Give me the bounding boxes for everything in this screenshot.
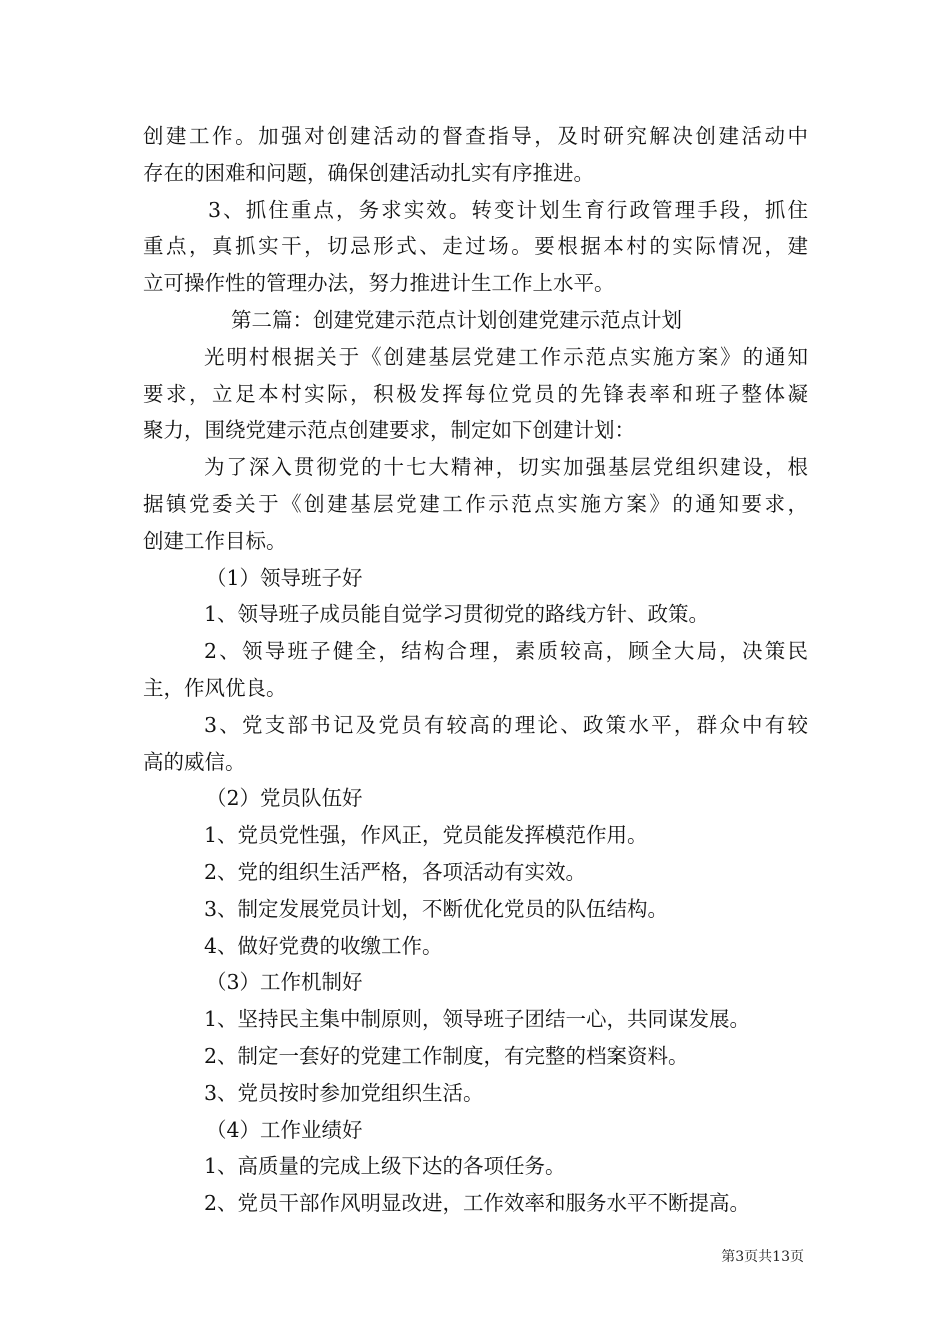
- text-line: 4、做好党费的收缴工作。: [204, 933, 443, 958]
- text-line: 聚力，围绕党建示范点创建要求，制定如下创建计划：: [143, 418, 635, 443]
- page-number: 第3页共13页: [721, 1249, 804, 1265]
- text-line: 1、党员党性强，作风正，党员能发挥模范作用。: [204, 823, 648, 848]
- text-line: 光明村根据关于《创建基层党建工作示范点实施方案》的通知: [204, 344, 808, 369]
- section-title: 第二篇：创建党建示范点计划创建党建示范点计划: [231, 307, 682, 332]
- text-line: 重点，真抓实干，切忌形式、走过场。要根据本村的实际情况，建: [143, 234, 808, 259]
- text-line: 1、领导班子成员能自觉学习贯彻党的路线方针、政策。: [204, 602, 710, 627]
- subsection-heading: （2）党员队伍好: [206, 786, 363, 811]
- text-line: 高的威信。: [143, 749, 246, 774]
- text-line: 据镇党委关于《创建基层党建工作示范点实施方案》的通知要求，: [143, 491, 808, 516]
- text-line: 要求，立足本村实际，积极发挥每位党员的先锋表率和班子整体凝: [143, 381, 808, 406]
- text-line: 存在的困难和问题，确保创建活动扎实有序推进。: [143, 160, 594, 185]
- text-line: 3、抓住重点，务求实效。转变计划生育行政管理手段，抓住: [208, 197, 808, 222]
- text-line: 2、领导班子健全，结构合理，素质较高，顾全大局，决策民: [204, 639, 808, 664]
- subsection-heading: （4）工作业绩好: [206, 1117, 363, 1142]
- text-line: 2、党员干部作风明显改进，工作效率和服务水平不断提高。: [204, 1191, 751, 1216]
- text-line: 1、高质量的完成上级下达的各项任务。: [204, 1154, 566, 1179]
- subsection-heading: （3）工作机制好: [206, 970, 363, 995]
- text-line: 3、制定发展党员计划，不断优化党员的队伍结构。: [204, 896, 669, 921]
- text-line: 1、坚持民主集中制原则，领导班子团结一心，共同谋发展。: [204, 1007, 751, 1032]
- subsection-heading: （1）领导班子好: [206, 565, 363, 590]
- text-line: 2、党的组织生活严格，各项活动有实效。: [204, 859, 587, 884]
- text-line: 立可操作性的管理办法，努力推进计生工作上水平。: [143, 271, 615, 296]
- text-line: 2、制定一套好的党建工作制度，有完整的档案资料。: [204, 1043, 689, 1068]
- text-line: 创建工作目标。: [143, 528, 287, 553]
- text-line: 主，作风优良。: [143, 675, 287, 700]
- text-line: 创建工作。加强对创建活动的督查指导，及时研究解决创建活动中: [143, 124, 808, 148]
- document-body: [143, 118, 808, 1222]
- text-line: 3、党支部书记及党员有较高的理论、政策水平，群众中有较: [204, 712, 808, 737]
- text-line: 3、党员按时参加党组织生活。: [204, 1080, 484, 1105]
- text-line: 为了深入贯彻党的十七大精神，切实加强基层党组织建设，根: [204, 455, 808, 480]
